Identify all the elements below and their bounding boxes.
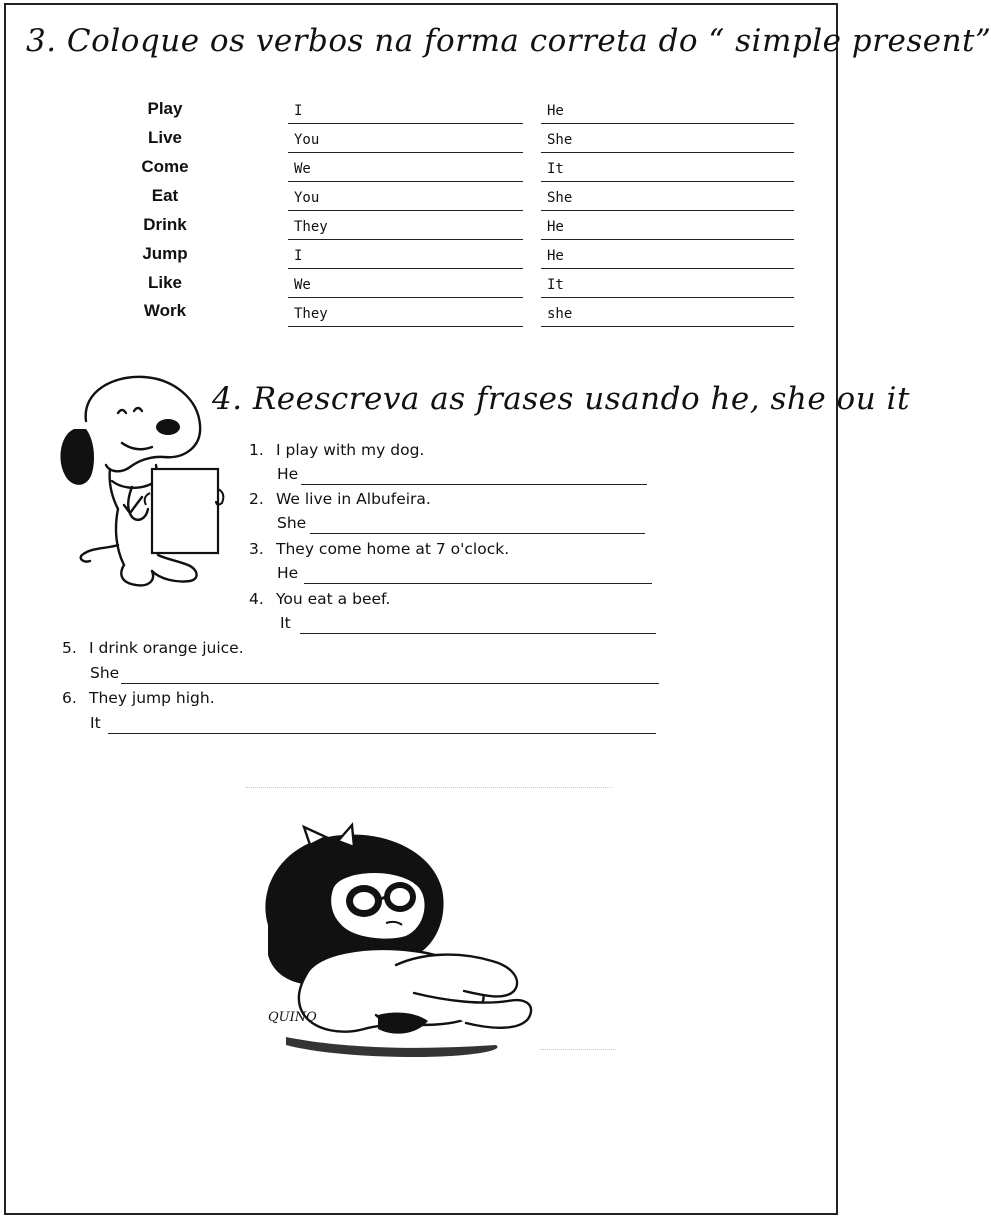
sentence-text: You eat a beef. (276, 590, 391, 608)
snoopy-illustration (52, 369, 222, 601)
pronoun-label: I (294, 248, 303, 264)
item-number: 5. (62, 639, 77, 657)
answer-blank[interactable] (541, 214, 794, 240)
sentence-text: I play with my dog. (276, 441, 425, 459)
mafalda-illustration (246, 825, 546, 1057)
pronoun-label: They (294, 219, 328, 235)
answer-line[interactable] (108, 733, 656, 734)
sentence-item (249, 441, 424, 459)
answer-prefix: She (277, 514, 307, 532)
answer-blank[interactable] (288, 185, 523, 211)
pronoun-label: They (294, 306, 328, 322)
verb-drink: Drink (143, 215, 187, 234)
verb-work: Work (143, 301, 187, 320)
answer-blank[interactable] (288, 156, 523, 182)
answer-blank[interactable] (541, 185, 794, 211)
answer-blank[interactable] (541, 127, 794, 153)
worksheet-page (4, 3, 991, 1215)
answer-prefix: He (277, 465, 299, 483)
pronoun-label: It (547, 277, 564, 293)
answer-blank[interactable] (288, 301, 523, 327)
verb-jump: Jump (142, 244, 188, 263)
verb-eat: Eat (151, 186, 179, 205)
answer-line[interactable] (300, 633, 656, 634)
pronoun-label: He (547, 219, 564, 235)
pronoun-label: You (294, 132, 320, 148)
item-number: 6. (62, 689, 77, 707)
answer-blank[interactable] (541, 301, 794, 327)
answer-blank[interactable] (288, 127, 523, 153)
pronoun-label: She (547, 132, 573, 148)
answer-blank[interactable] (541, 156, 794, 182)
answer-blank[interactable] (288, 214, 523, 240)
pronoun-label: I (294, 103, 303, 119)
sentence-text: We live in Albufeira. (276, 490, 431, 508)
decorative-divider (540, 1049, 616, 1050)
pronoun-label: You (294, 190, 320, 206)
answer-prefix: It (90, 714, 101, 732)
answer-blank[interactable] (541, 272, 794, 298)
pronoun-label: She (547, 190, 573, 206)
item-number: 4. (249, 590, 264, 608)
answer-prefix: He (277, 564, 299, 582)
exercise-3-title: 3. Coloque os verbos na forma correta do “ simple present” (26, 23, 991, 59)
sentence-item (249, 590, 390, 608)
verb-live: Live (147, 128, 183, 147)
pronoun-label: He (547, 248, 564, 264)
sentence-item (62, 639, 244, 657)
answer-line[interactable] (121, 683, 659, 684)
pronoun-label: she (547, 306, 573, 322)
verb-like: Like (147, 273, 183, 292)
sentence-item (249, 540, 509, 558)
answer-prefix: It (280, 614, 291, 632)
sentence-text: They jump high. (89, 689, 215, 707)
pronoun-label: We (294, 277, 311, 293)
answer-line[interactable] (304, 583, 652, 584)
pronoun-label: He (547, 103, 564, 119)
sentence-text: I drink orange juice. (89, 639, 244, 657)
answer-line[interactable] (310, 533, 645, 534)
answer-blank[interactable] (288, 243, 523, 269)
answer-blank[interactable] (288, 98, 523, 124)
answer-blank[interactable] (541, 243, 794, 269)
item-number: 1. (249, 441, 264, 459)
answer-line[interactable] (301, 484, 647, 485)
sentence-text: They come home at 7 o'clock. (276, 540, 510, 558)
sentence-item (249, 490, 431, 508)
quino-signature: QUINO (268, 1010, 317, 1025)
verb-play: Play (147, 99, 183, 118)
exercise-4-title: 4. Reescreva as frases usando he, she ou it (212, 381, 910, 417)
answer-blank[interactable] (541, 98, 794, 124)
decorative-divider (246, 787, 612, 788)
pronoun-label: It (547, 161, 564, 177)
pronoun-label: We (294, 161, 311, 177)
verb-come: Come (141, 157, 189, 176)
item-number: 3. (249, 540, 264, 558)
sentence-item (62, 689, 215, 707)
item-number: 2. (249, 490, 264, 508)
answer-prefix: She (90, 664, 120, 682)
answer-blank[interactable] (288, 272, 523, 298)
